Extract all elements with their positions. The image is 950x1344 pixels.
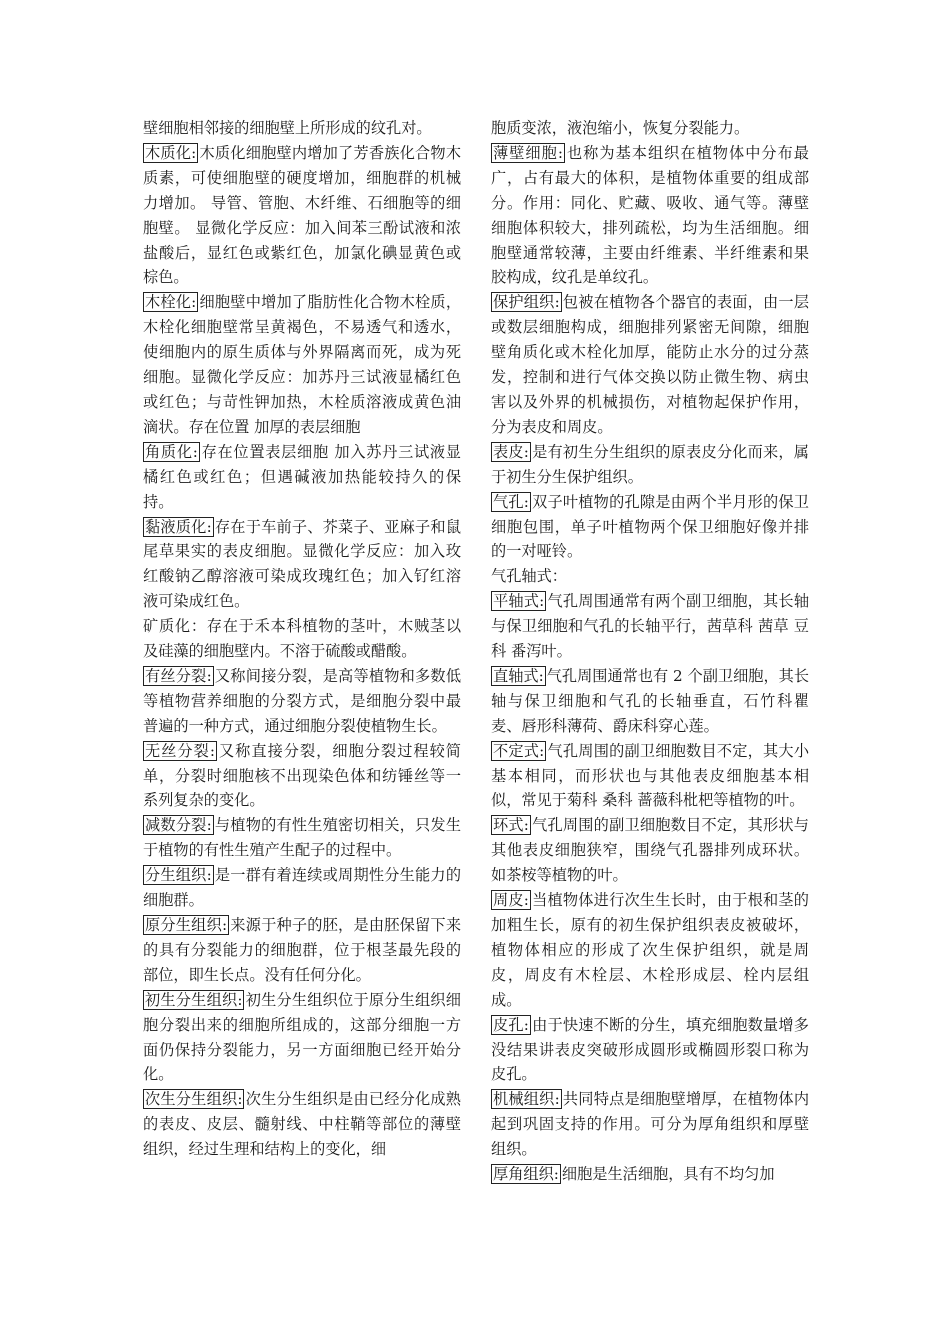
term-label: 皮孔:	[493, 1015, 529, 1034]
paragraph	[491, 141, 809, 290]
term-label: 初生分生组织:	[145, 990, 243, 1009]
paragraph-text: 与植物的有性生殖密切相关，只发生于植物的有性生殖产生配子的过程中。	[143, 816, 462, 860]
paragraph	[491, 564, 809, 589]
term-label: 减数分裂:	[145, 816, 212, 835]
paragraph-text: 双子叶植物的孔隙是由两个半月形的保卫细胞包围，单子叶植物两个保卫细胞好像并排的一对哑铃。	[491, 492, 809, 561]
paragraph-text: 共同特点是细胞壁增厚，在植物体内起到巩固支持的作用。可分为厚角组织和厚壁组织。	[491, 1090, 810, 1159]
paragraph-text: 细胞是生活细胞，具有不均匀加	[561, 1165, 775, 1184]
paragraph-text: 壁细胞相邻接的细胞壁上所形成的纹孔对。	[143, 119, 432, 137]
paragraph-text: 包被在植物各个器官的表面，由一层或数层细胞构成，细胞排列紧密无间隙，细胞壁角质化或木栓化加厚，能防止水分的过分蒸发，控制和进行气体交换以防止微生物、病虫害以及外界的机械损伤，对植物起保护作用，分为表皮和周皮。	[491, 293, 810, 436]
paragraph-text: 气孔周围通常也有 2 个副卫细胞，其长轴与保卫细胞和气孔的长轴垂直，石竹科瞿麦、唇形科薄荷、爵床科穿心莲。	[491, 666, 810, 735]
term-label: 直轴式:	[493, 666, 544, 685]
paragraph-text: 存在位置表层细胞 加入苏丹三试液显橘红色或红色；但遇碱液加热能较持久的保持。	[143, 442, 461, 511]
paragraph	[143, 739, 461, 814]
term-label: 机械组织:	[493, 1090, 560, 1109]
paragraph	[143, 290, 461, 439]
paragraph	[143, 813, 461, 863]
paragraph	[143, 664, 461, 739]
paragraph-text: 矿质化：存在于禾本科植物的茎叶，木贼茎以及硅藻的细胞壁内。不溶于硫酸或醋酸。	[143, 617, 461, 661]
left-column	[143, 116, 461, 1162]
term-label: 不定式:	[493, 741, 545, 760]
paragraph-text: 木质化细胞壁内增加了芳香族化合物木质素，可使细胞壁的硬度增加，细胞群的机械力增加。 导管、管胞、木纤维、石细胞等的细胞壁。 显微化学反应：加入间苯三酚试液和浓盐酸后，显红色或紫红色，加氯化碘显黄色或棕色。	[143, 143, 462, 287]
term-label: 保护组织:	[493, 293, 560, 312]
paragraph-text: 又称直接分裂，细胞分裂过程较简单，分裂时细胞核不出现染色体和纺锤丝等一系列复杂的变化。	[143, 741, 461, 810]
paragraph	[143, 913, 461, 988]
paragraph-text: 当植物体进行次生生长时，由于根和茎的加粗生长，原有的初生保护组织表皮被破坏，植物体相应的形成了次生保护组织，就是周皮，周皮有木栓层、木栓形成层、栓内层组成。	[491, 891, 809, 1009]
term-label: 木栓化:	[145, 293, 197, 312]
paragraph	[491, 813, 809, 888]
right-column	[491, 116, 809, 1187]
paragraph	[491, 490, 809, 565]
term-label: 分生组织:	[145, 866, 212, 885]
term-label: 角质化:	[145, 442, 198, 461]
paragraph-text: 由于快速不断的分生，填充细胞数量增多没结果讲表皮突破形成圆形或椭圆形裂口称为皮孔。	[491, 1015, 809, 1084]
term-label: 表皮:	[493, 442, 529, 461]
paragraph	[491, 739, 809, 814]
paragraph-text: 胞质变浓，液泡缩小，恢复分裂能力。	[491, 119, 750, 137]
term-label: 有丝分裂:	[145, 666, 212, 685]
paragraph-text: 细胞壁中增加了脂肪性化合物木栓质，木栓化细胞壁常呈黄褐色，不易透气和透水，使细胞内的原生质体与外界隔离而死，成为死细胞。显微化学反应：加苏丹三试液显橘红色或红色；与苛性钾加热，木栓质溶液成黄色油滴状。存在位置 加厚的表层细胞	[143, 293, 462, 436]
term-label: 木质化:	[145, 143, 197, 162]
term-label: 薄壁细胞:	[493, 143, 563, 162]
paragraph	[491, 888, 809, 1013]
term-label: 黏液质化:	[145, 517, 212, 536]
paragraph	[491, 664, 809, 739]
paragraph	[491, 116, 809, 141]
paragraph-text: 是一群有着连续或周期性分生能力的细胞群。	[143, 866, 462, 910]
paragraph	[143, 116, 461, 141]
paragraph	[491, 1087, 809, 1162]
paragraph	[143, 863, 461, 913]
paragraph-text: 气孔周围的副卫细胞数目不定，其形状与其他表皮细胞狭窄，围绕气孔器排列成环状。如茶桉等植物的叶。	[491, 816, 809, 885]
paragraph	[143, 141, 461, 290]
paragraph-text: 次生分生组织是由已经分化成熟的表皮、皮层、髓射线、中柱鞘等部位的薄壁组织，经过生理和结构上的变化，细	[143, 1090, 461, 1159]
paragraph	[143, 1087, 461, 1162]
term-label: 原分生组织:	[145, 916, 228, 934]
paragraph	[491, 589, 809, 664]
paragraph	[491, 1013, 809, 1088]
paragraph-text: 气孔周围通常有两个副卫细胞，其长轴与保卫细胞和气孔的长轴平行，茜草科 茜草 豆科 番泻叶。	[491, 592, 810, 661]
term-label: 环式:	[493, 816, 529, 835]
term-label: 次生分生组织:	[145, 1090, 243, 1109]
paragraph-text: 初生分生组织位于原分生组织细胞分裂出来的细胞所组成的，这部分细胞一方面仍保持分裂能力，另一方面细胞已经开始分化。	[143, 990, 461, 1084]
term-label: 气孔:	[493, 492, 529, 511]
paragraph	[143, 614, 461, 664]
term-label: 平轴式:	[493, 592, 545, 611]
paragraph	[491, 290, 809, 439]
paragraph-text: 是有初生分生组织的原表皮分化而来，属于初生分生保护组织。	[491, 442, 809, 486]
term-label: 无丝分裂:	[145, 741, 215, 760]
paragraph	[491, 1162, 809, 1187]
paragraph-text: 气孔周围的副卫细胞数目不定，其大小基本相同，而形状也与其他表皮细胞基本相似，常见于菊科 桑科 蔷薇科枇杷等植物的叶。	[491, 741, 810, 810]
term-label: 厚角组织:	[493, 1165, 559, 1184]
paragraph-text: 气孔轴式：	[491, 567, 567, 586]
paragraph-text: 存在于车前子、芥菜子、亚麻子和鼠尾草果实的表皮细胞。显微化学反应：加入玫红酸钠乙醇溶液可染成玫瑰红色；加入钌红溶液可染成红色。	[143, 517, 462, 611]
paragraph-text: 也称为基本组织在植物体中分布最广，占有最大的体积，是植物体重要的组成部分。作用：同化、贮藏、吸收、通气等。薄壁细胞体积较大，排列疏松，均为生活细胞。细胞壁通常较薄，主要由纤维素、半纤维素和果胶构成，纹孔是单纹孔。	[491, 143, 809, 287]
paragraph	[143, 515, 461, 615]
paragraph-text: 来源于种子的胚，是由胚保留下来的具有分裂能力的细胞群，位于根茎最先段的部位，即生长点。没有任何分化。	[143, 916, 462, 984]
paragraph	[143, 440, 461, 515]
paragraph-text: 又称间接分裂，是高等植物和多数低等植物营养细胞的分裂方式，是细胞分裂中最普遍的一种方式，通过细胞分裂使植物生长。	[143, 666, 462, 735]
paragraph	[143, 988, 461, 1088]
term-label: 周皮:	[493, 891, 529, 910]
paragraph	[491, 440, 809, 490]
